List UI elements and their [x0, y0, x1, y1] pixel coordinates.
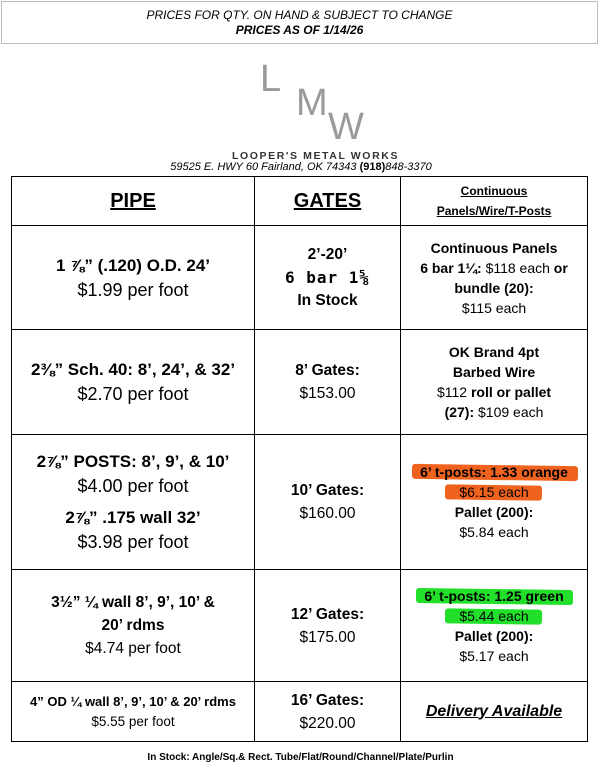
company-name: LOOPER'S METAL WORKS: [231, 150, 400, 162]
wire-pallet-qty: (27):: [444, 404, 479, 420]
gates-cell: [255, 330, 401, 435]
table-row: [12, 330, 588, 435]
table-row: [12, 435, 588, 570]
logo-letter-w: W: [328, 106, 364, 143]
tpost-pallet-price: $5.17 each: [459, 647, 529, 664]
pipe-price-2: $3.98 per foot: [77, 532, 189, 552]
gate-size: 10’ Gates:: [290, 482, 365, 499]
wire-price-line: [403, 382, 585, 402]
panel-title: Continuous Panels: [430, 239, 558, 256]
tpost-pallet-label: Pallet (200):: [454, 504, 534, 520]
panel-price-line: [403, 258, 585, 278]
pipe-header-cell: [12, 177, 255, 226]
tpost-green-label: 6’ t-posts: 1.25 green: [424, 587, 564, 604]
wire-roll-label: roll or pallet: [470, 384, 552, 400]
table-row: [12, 682, 588, 742]
price-date-line: PRICES AS OF 1/14/26: [235, 23, 364, 37]
tpost-orange-price: $6.15 each: [459, 484, 529, 500]
logo-letter-m: M: [296, 82, 328, 124]
pipe-cell: [12, 682, 255, 742]
delivery-available: Delivery Available: [425, 702, 563, 720]
gate-bar-spec: 6 bar 1⅝: [284, 268, 371, 287]
gates-header-cell: [255, 177, 401, 226]
pipe-description-cont: 20’ rdms: [101, 617, 165, 634]
gate-price: $160.00: [299, 505, 356, 522]
wire-brand: OK Brand 4pt: [448, 344, 540, 360]
panel-bundle-price: $115 each: [461, 299, 527, 316]
table-row: [12, 570, 588, 682]
tpost-green-price: $5.44 each: [459, 607, 529, 624]
gates-cell: [255, 435, 401, 570]
pipe-description: 4” OD ¼ wall 8’, 9’, 10’ & 20’ rdms: [30, 693, 236, 709]
continuous-cell: [401, 570, 588, 682]
continuous-header-line2: Panels/Wire/T-Posts: [436, 204, 552, 218]
pipe-cell: [12, 226, 255, 330]
pipe-cell: [12, 330, 255, 435]
price-notice-line: PRICES FOR QTY. ON HAND & SUBJECT TO CHANGE: [146, 8, 453, 22]
continuous-header-cell: [401, 177, 588, 226]
phone-area-code: (918): [359, 161, 386, 173]
continuous-cell: [401, 435, 588, 570]
pipe-price: $5.55 per foot: [91, 713, 175, 729]
price-table: [11, 176, 588, 742]
lmw-logo: [258, 55, 374, 143]
pipe-description: 3½” ¼ wall 8’, 9’, 10’ &: [51, 594, 215, 611]
continuous-cell: [401, 226, 588, 330]
panel-price: $118 each: [485, 259, 550, 276]
wire-pallet-price: $109 each: [478, 404, 544, 420]
gate-price: $220.00: [299, 714, 356, 732]
pipe-cell: [12, 570, 255, 682]
gate-stock-status: In Stock: [297, 292, 358, 309]
gates-cell: [255, 570, 401, 682]
pipe-description: 2⅜” Sch. 40: 8’, 24’, & 32’: [30, 360, 236, 379]
price-notice-box: [1, 1, 598, 44]
pipe-price: $4.74 per foot: [85, 640, 181, 657]
pipe-price: $1.99 per foot: [77, 279, 189, 300]
wire-pallet-line: [403, 402, 585, 422]
company-address-line: [100, 161, 502, 173]
panel-bundle-label: bundle (20):: [454, 279, 534, 296]
tpost-pallet-label: Pallet (200):: [454, 627, 534, 644]
pipe-description-2: 2⅞” .175 wall 32’: [65, 508, 201, 527]
pipe-price: $4.00 per foot: [77, 476, 189, 496]
in-stock-footer: In Stock: Angle/Sq.& Rect. Tube/Flat/Round/Channel/Plate/Purlin: [147, 752, 454, 763]
gate-price: $153.00: [299, 385, 356, 402]
company-address: 59525 E. HWY 60 Fairland, OK 74343: [170, 161, 357, 173]
gates-header: GATES: [293, 189, 362, 212]
panel-spec: 6 bar 1¼:: [420, 259, 486, 276]
phone-number: 848-3370: [385, 161, 432, 173]
pipe-description: 1 ⅞” (.120) O.D. 24’: [55, 255, 210, 275]
tpost-orange-label: 6’ t-posts: 1.33 orange: [420, 464, 568, 480]
table-row: [12, 226, 588, 330]
continuous-cell: [401, 330, 588, 435]
pipe-price: $2.70 per foot: [77, 384, 189, 404]
pipe-description: 2⅞” POSTS: 8’, 9’, & 10’: [36, 452, 230, 471]
panel-or: or: [549, 259, 568, 276]
pipe-header: PIPE: [110, 189, 156, 212]
tpost-pallet-price: $5.84 each: [459, 524, 529, 540]
wire-type: Barbed Wire: [452, 364, 536, 380]
gate-size: 8’ Gates:: [295, 362, 360, 379]
gate-size: 16’ Gates:: [290, 691, 365, 709]
continuous-cell: [401, 682, 588, 742]
gates-cell: [255, 682, 401, 742]
table-header-row: [12, 177, 588, 226]
pipe-cell: [12, 435, 255, 570]
gates-cell: [255, 226, 401, 330]
gate-size-range: 2’-20’: [307, 246, 348, 263]
gate-size: 12’ Gates:: [290, 605, 365, 623]
continuous-header-line1: Continuous: [460, 184, 528, 198]
wire-roll-price: $112: [436, 384, 471, 400]
logo-letter-l: L: [260, 58, 282, 100]
gate-price: $175.00: [299, 628, 356, 646]
